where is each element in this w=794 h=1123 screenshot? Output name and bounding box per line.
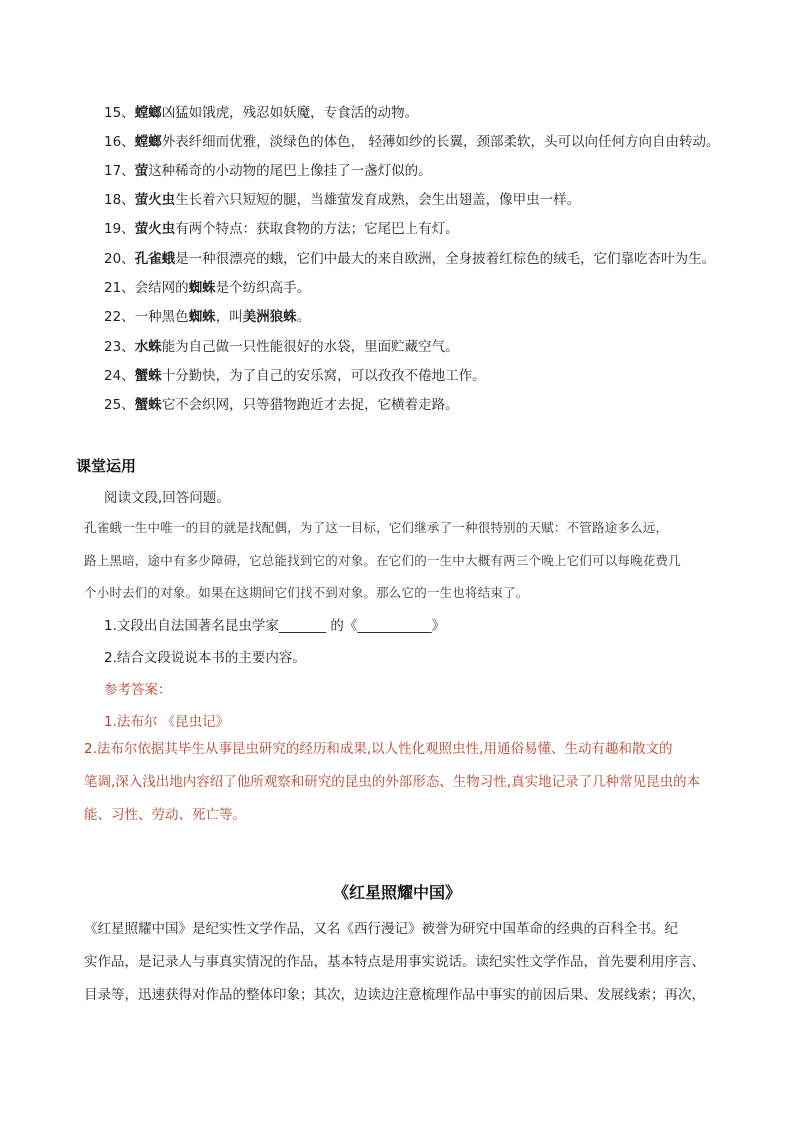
item-number: 15、 <box>104 105 135 121</box>
instruction-text: 阅读文段,回答问题。 <box>104 490 230 506</box>
item-number: 16、 <box>104 134 135 150</box>
item-keyword: 萤火虫 <box>134 221 176 237</box>
item-number: 18、 <box>104 192 135 208</box>
item-middle: ，叫 <box>215 309 243 325</box>
question-2: 2.结合文段说说本书的主要内容。 <box>104 650 306 666</box>
item-text: 十分勤快，为了自己的安乐窝，可以孜孜不倦地工作。 <box>161 368 486 384</box>
item-text: 外表纤细而优雅，淡绿色的体色， 轻薄如纱的长翼，颈部柔软，头可以向任何方向自由转动。 <box>161 134 720 150</box>
list-item <box>104 161 432 181</box>
item-keyword: 萤 <box>134 163 149 179</box>
item-keyword: 萤火虫 <box>134 192 176 208</box>
intro-line: 目录等，迅速获得对作品的整体印象；其次，边读边注意梳理作品中事实的前因后果、发展线索；再次， <box>84 987 705 1003</box>
item-text: 这种稀奇的小动物的尾巴上像挂了一盏灯似的。 <box>148 163 432 179</box>
list-item <box>104 190 580 210</box>
item-number: 21、 <box>104 280 135 296</box>
answer-heading: 参考答案： <box>104 682 172 698</box>
item-text: 是个纺织高手。 <box>215 280 311 296</box>
item-prefix: 一种黑色 <box>134 309 189 325</box>
item-keyword: 螳螂 <box>134 105 162 121</box>
item-number: 23、 <box>104 339 135 355</box>
item-text: 是一种很漂亮的蛾，它们中最大的来自欧洲，全身披着红棕色的绒毛，它们靠吃杏叶为生。 <box>175 251 716 267</box>
list-item <box>104 249 715 269</box>
answer-2-line: 笔调,深入浅出地内容绍了他所观察和研究的昆虫的外部形态、生物习性,真实地记录了几种常见昆虫的本 <box>84 774 701 790</box>
item-keyword-2: 美洲狼蛛 <box>242 309 297 325</box>
item-number: 25、 <box>104 397 135 413</box>
item-keyword: 蟹蛛 <box>134 397 162 413</box>
intro-line: 《红星照耀中国》是纪实性文学作品，又名《西行漫记》被誉为研究中国革命的经典的百科全书。纪 <box>84 921 678 937</box>
passage-line: 个小时去们的对象。如果在这期间它们找不到对象。那么它的一生也将结束了。 <box>84 585 529 600</box>
section-heading: 课堂运用 <box>76 457 137 475</box>
item-number: 24、 <box>104 368 135 384</box>
answer-2-line: 能、习性、劳动、死亡等。 <box>84 807 246 823</box>
item-keyword: 孔雀蛾 <box>134 251 176 267</box>
item-text: 。 <box>296 309 311 325</box>
answer-2-line: 2.法布尔依据其毕生从事昆虫研究的经历和成果,以人性化观照虫性,用通俗易懂、生动有趣和散文的 <box>84 741 673 757</box>
item-keyword: 蟹蛛 <box>134 368 162 384</box>
list-item <box>104 278 310 298</box>
book-title: 《红星照耀中国》 <box>332 883 461 902</box>
item-text: 它不会织网，只等猎物跑近才去捉，它横着走路。 <box>161 397 459 413</box>
item-keyword: 水蛛 <box>134 339 162 355</box>
answer-1: 1.法布尔 《昆虫记》 <box>104 714 230 730</box>
passage-line: 孔雀蛾一生中唯一的目的就是找配偶，为了这一目标，它们继承了一种很特别的天赋：不管路途多么远， <box>84 520 669 535</box>
item-text: 能为自己做一只性能很好的水袋，里面贮藏空气。 <box>161 339 459 355</box>
item-number: 19、 <box>104 221 135 237</box>
answer-2 <box>84 733 724 832</box>
list-item <box>104 395 459 415</box>
item-number: 17、 <box>104 163 135 179</box>
item-number: 22、 <box>104 309 135 325</box>
item-keyword: 蜘蛛 <box>188 280 216 296</box>
intro-paragraph <box>84 913 724 1012</box>
item-prefix: 会结网的 <box>134 280 189 296</box>
list-item <box>104 366 486 386</box>
item-text: 凶猛如饿虎，残忍如妖魔，专食活的动物。 <box>161 105 419 121</box>
list-item <box>104 103 418 123</box>
question-1: 1.文段出自法国著名昆虫学家_______ 的《___________》 <box>104 618 446 634</box>
passage-line: 路上黑暗，途中有多少障碍，它总能找到它的对象。在它们的一生中大概有两三个晚上它们可以每晚花费几 <box>84 553 681 568</box>
list-item <box>104 219 459 239</box>
list-item <box>104 132 719 152</box>
item-keyword: 螳螂 <box>134 134 162 150</box>
list-item <box>104 307 310 327</box>
list-item <box>104 337 459 357</box>
item-text: 有两个特点：获取食物的方法；它尾巴上有灯。 <box>175 221 459 237</box>
item-text: 生长着六只短短的腿，当雄萤发育成熟，会生出翅盖，像甲虫一样。 <box>175 192 581 208</box>
intro-line: 实作品，是记录人与事真实情况的作品，基本特点是用事实说话。读纪实性文学作品，首先要利用序言、 <box>84 954 705 970</box>
item-number: 20、 <box>104 251 135 267</box>
item-keyword: 蜘蛛 <box>188 309 216 325</box>
